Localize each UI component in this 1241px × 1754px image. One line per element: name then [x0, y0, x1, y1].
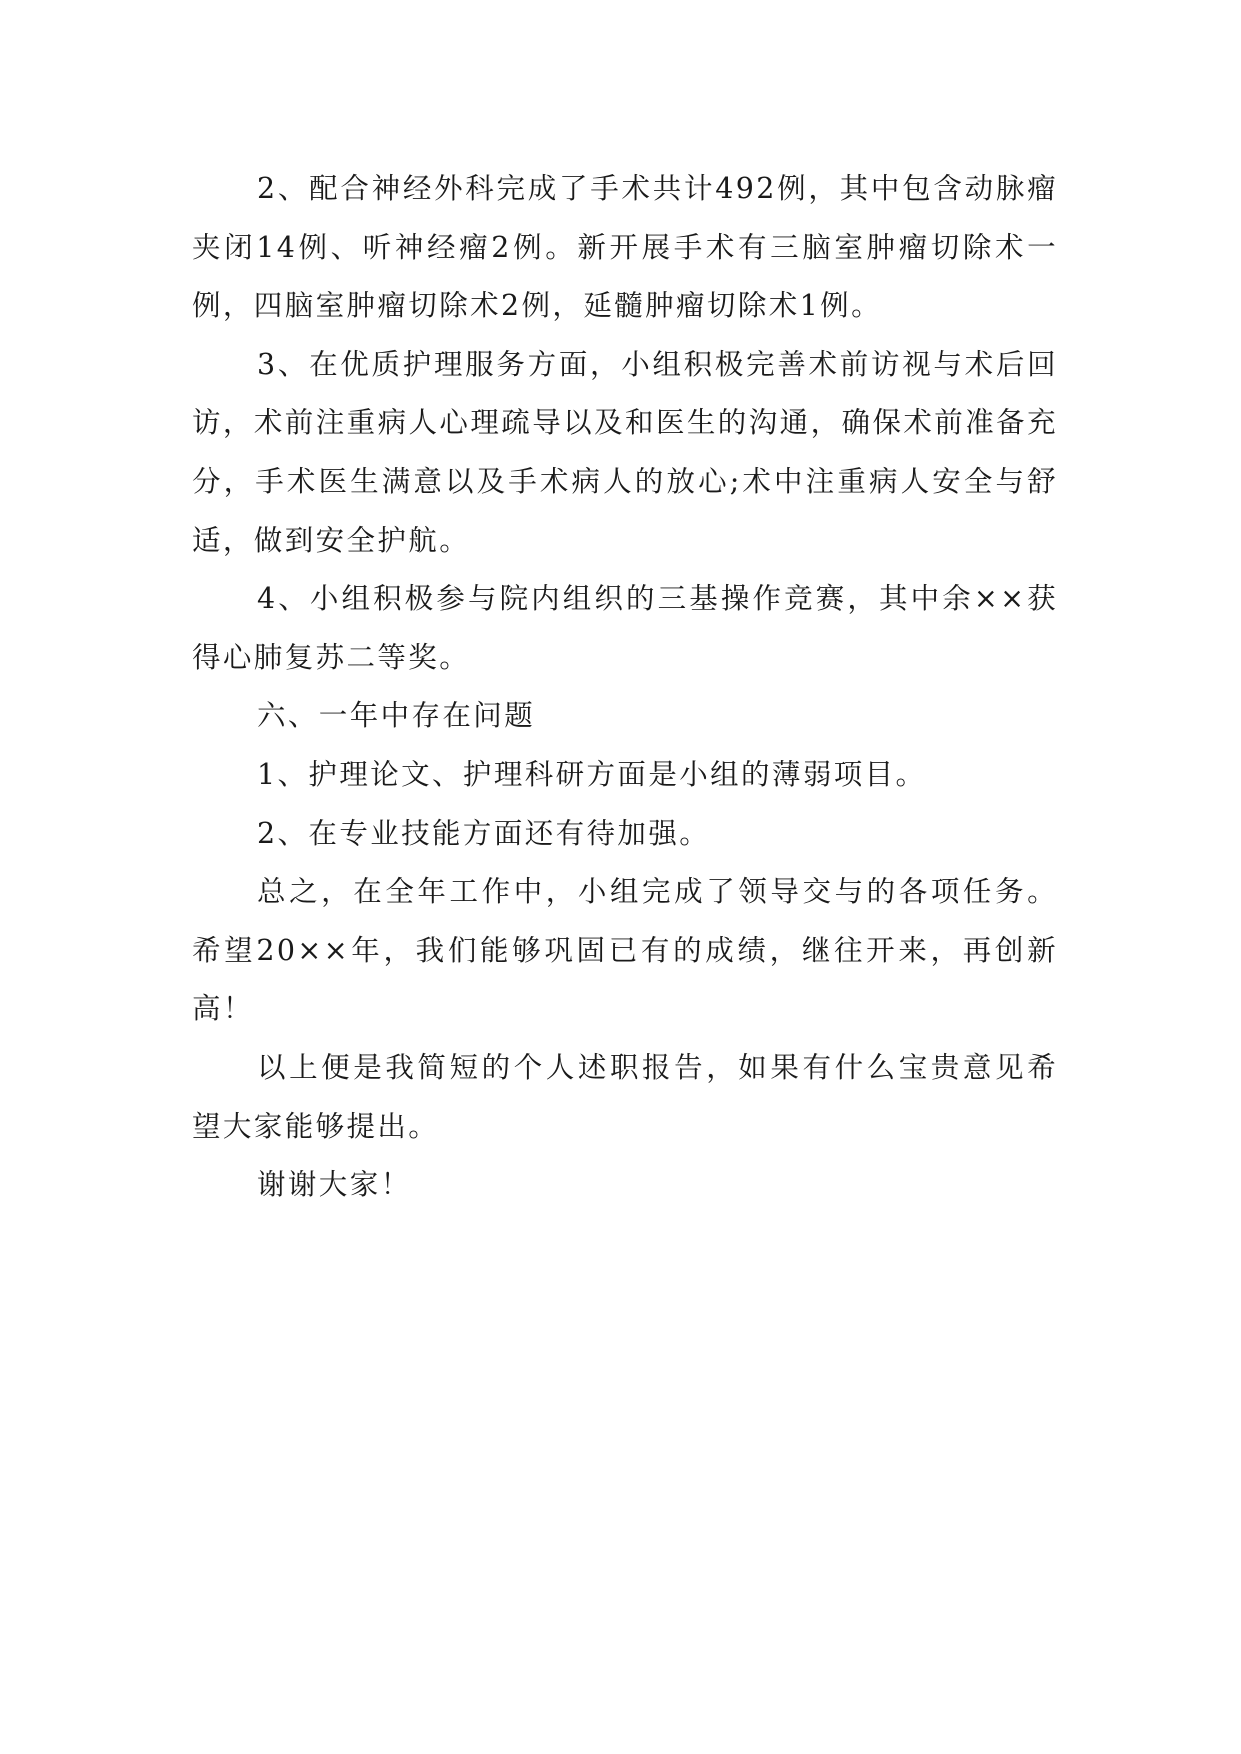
- paragraph-competition: 4、小组积极参与院内组织的三基操作竞赛，其中余××获得心肺复苏二等奖。: [192, 582, 1058, 674]
- paragraph-problem-2: 2、在专业技能方面还有待加强。: [257, 816, 711, 850]
- paragraph-thanks: 谢谢大家！: [257, 1168, 412, 1202]
- paragraph-quality-care: 3、在优质护理服务方面，小组积极完善术前访视与术后回访，术前注重病人心理疏导以及和医生的沟通，确保术前准备充分，手术医生满意以及手术病人的放心;术中注重病人安全与舒适，做到安全护航。: [192, 347, 1058, 557]
- section-heading-problems: 六、一年中存在问题: [257, 699, 536, 733]
- document-body: [192, 160, 1058, 1215]
- paragraph-summary: 总之，在全年工作中，小组完成了领导交与的各项任务。希望20××年，我们能够巩固已有的成绩，继往开来，再创新高！: [192, 875, 1058, 1026]
- paragraph-problem-1: 1、护理论文、护理科研方面是小组的薄弱项目。: [257, 757, 927, 791]
- paragraph-closing: 以上便是我简短的个人述职报告，如果有什么宝贵意见希望大家能够提出。: [192, 1050, 1058, 1143]
- paragraph-surgery-stats: 2、配合神经外科完成了手术共计492例，其中包含动脉瘤夹闭14例、听神经瘤2例。新开展手术有三脑室肿瘤切除术一例，四脑室肿瘤切除术2例，延髓肿瘤切除术1例。: [192, 172, 1058, 323]
